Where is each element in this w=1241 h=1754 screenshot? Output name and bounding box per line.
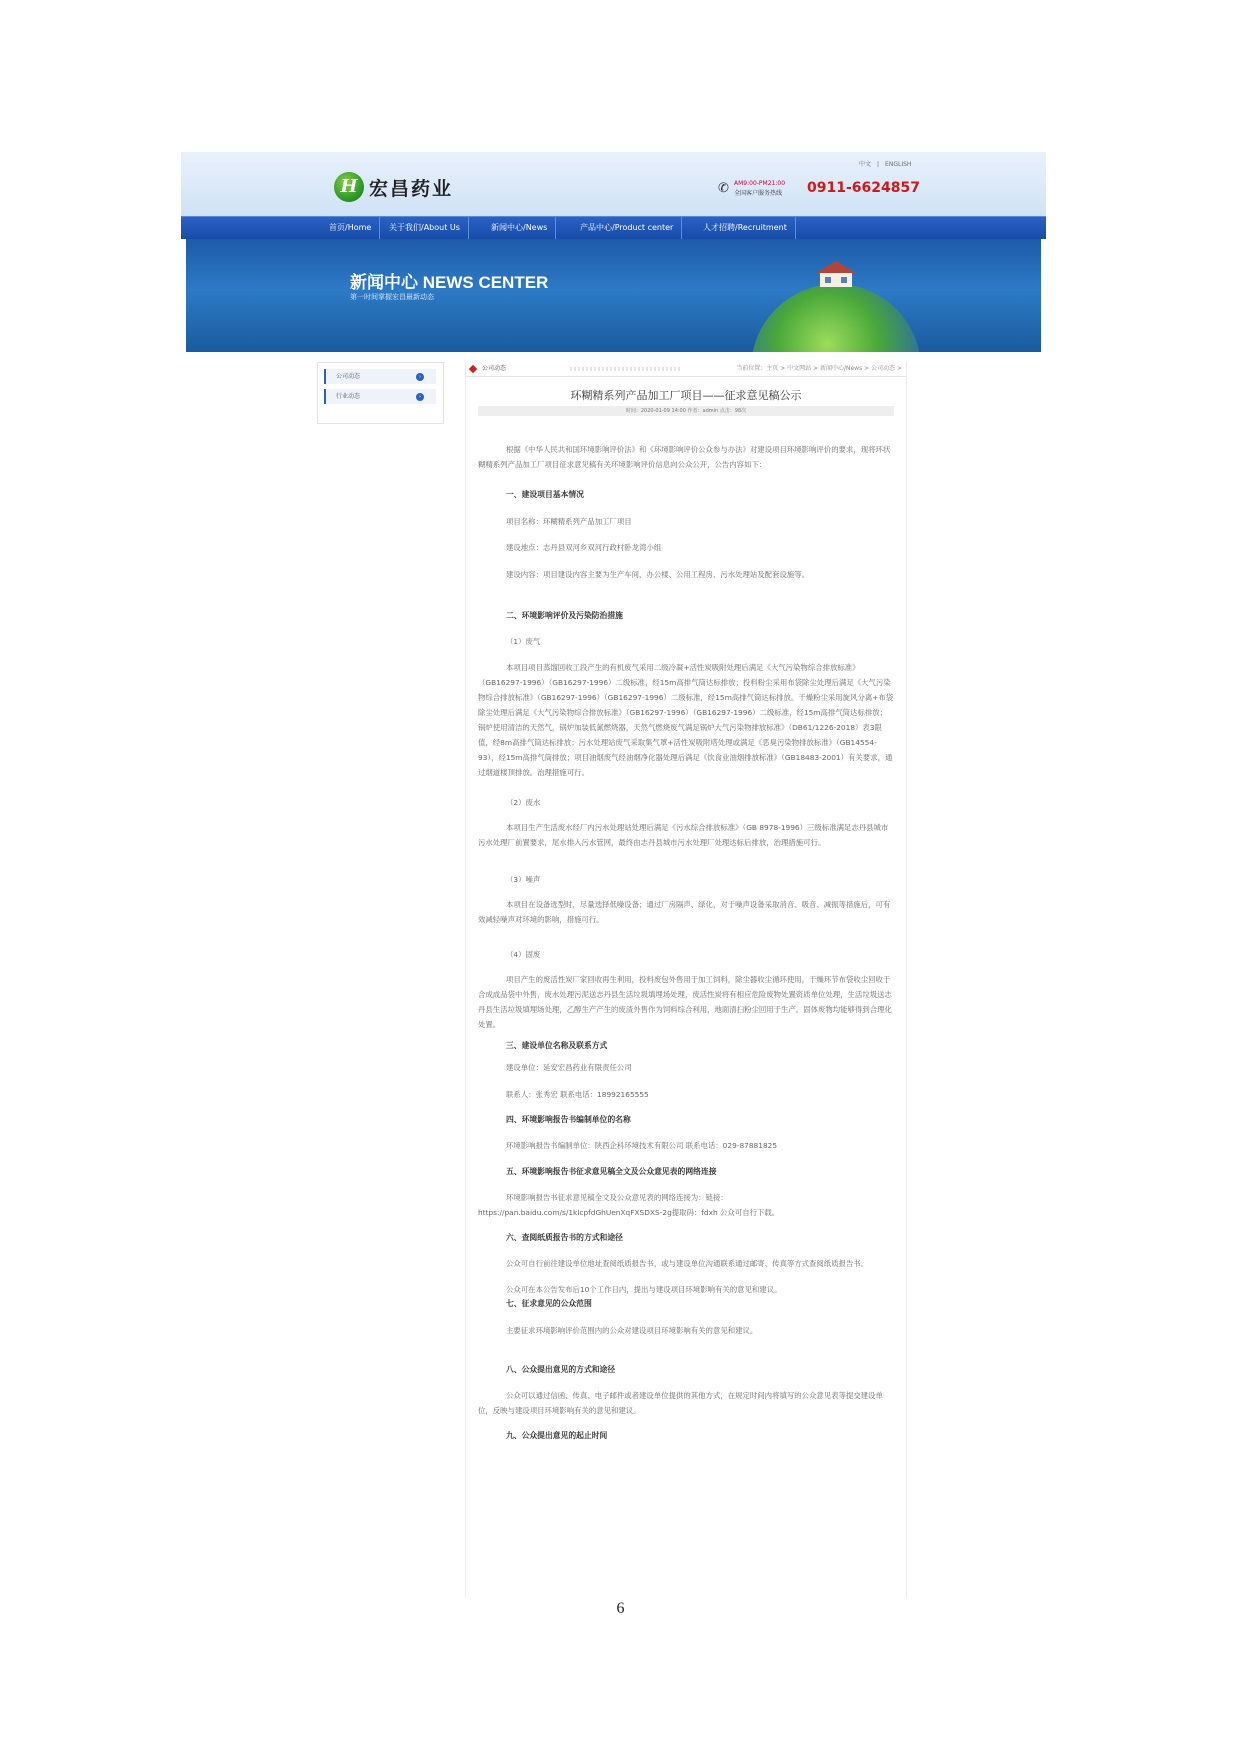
- article-paragraph: 项目产生的废活性炭厂家回收再生利用，投料废包外售用于加工饲料，除尘器收尘循环使用，干燥环节布袋收尘回收于合成成品袋中外售，废水处理污泥送志丹县生活垃圾填埋场处理，废活性炭将有相应危险废物处置资质单位处理，生活垃圾送志丹县生活垃圾填埋场处理，乙醇生产产生的废渣外售作为饲料综合利用，地面清扫粉尘回用于生产。固体废物均能够得到合理化处置。: [478, 975, 892, 1029]
- lang-separator: |: [877, 161, 880, 168]
- site-header: [181, 152, 1046, 216]
- page-number: 6: [616, 1600, 625, 1617]
- section-heading: 九、公众提出意见的起止时间: [506, 1431, 608, 1440]
- article-panel: [465, 362, 907, 1597]
- nav-products[interactable]: 产品中心/Product center: [572, 217, 682, 239]
- sidebar: [317, 362, 444, 424]
- article-paragraph: 根据《中华人民共和国环境影响评价法》和《环境影响评价公众参与办法》对建设项目环境影响评价的要求，现将环状糊精系列产品加工厂项目征求意见稿有关环境影响评价信息向公众公开，公告内容如下：: [478, 445, 891, 469]
- chevron-right-icon: ›: [416, 373, 424, 381]
- webpage-screenshot: [181, 152, 1046, 1597]
- article-paragraph: 环境影响报告书征求意见稿全文及公众意见表的网络连接为：链接：https://pan.baidu.com/s/1klcpfdGhUenXqFXSDXS-2g提取码：fdxh 公众可自行下载。: [478, 1193, 780, 1217]
- sidebar-item-label: 行业动态: [336, 393, 361, 400]
- diamond-icon: [469, 365, 477, 373]
- section-heading: 七、征求意见的公众范围: [506, 1299, 592, 1308]
- article-paragraph: （1）废气: [506, 637, 541, 646]
- service-hours: AM9:00-PM21:00: [734, 180, 786, 187]
- hotline-number: 0911-6624857: [807, 180, 920, 196]
- sidebar-item-company-news[interactable]: [324, 369, 436, 384]
- hotline-label: 全国客户服务热线: [734, 190, 783, 197]
- article-paragraph: 本项目在设备选型时，尽量选择低噪设备；通过厂房隔声、绿化，对于噪声设备采取消音、吸音、减振等措施后，可有效减轻噪声对环境的影响，措施可行。: [478, 900, 891, 924]
- article-meta: 时间：2020-01-09 14:00 作者：admin 点击：98次: [478, 406, 894, 416]
- globe-image: [751, 284, 921, 352]
- nav-recruitment[interactable]: 人才招聘/Recruitment: [695, 217, 796, 239]
- article-paragraph: 建设单位：延安宏昌药业有限责任公司: [506, 1063, 632, 1072]
- language-switch: [856, 159, 914, 168]
- article-paragraph: 项目名称：环糊精系列产品加工厂项目: [506, 517, 632, 526]
- breadcrumb-path[interactable]: 当前位置：主页 > 中文网站 > 新闻中心/News > 公司动态 >: [736, 365, 902, 372]
- breadcrumb-section: 公司动态: [482, 365, 507, 372]
- logo-icon[interactable]: H: [334, 172, 364, 202]
- banner-title: 新闻中心 NEWS CENTER: [350, 273, 549, 292]
- section-heading: 二、环境影响评价及污染防治措施: [506, 611, 623, 620]
- logo-text[interactable]: 宏昌药业: [369, 178, 454, 200]
- main-nav: [181, 216, 1046, 239]
- phone-icon: ✆: [718, 181, 729, 196]
- article-paragraph: 建设内容：项目建设内容主要为生产车间、办公楼、公用工程房、污水处理站及配套设施等。: [506, 570, 810, 579]
- section-heading: 一、建设项目基本情况: [506, 490, 584, 499]
- banner-subtitle: 第一时间掌握宏昌最新动态: [350, 293, 434, 301]
- article-paragraph: （4）固废: [506, 950, 541, 959]
- chevron-right-icon: ›: [416, 393, 424, 401]
- article-paragraph: （2）废水: [506, 798, 541, 807]
- article-paragraph: 环境影响报告书编制单位：陕西企科环境技术有限公司 联系电话：029-87881825: [506, 1141, 778, 1150]
- section-heading: 四、环境影响报告书编制单位的名称: [506, 1115, 631, 1124]
- article-paragraph: 联系人：张秀宏 联系电话：18992165555: [506, 1090, 649, 1099]
- article-paragraph: 主要征求环境影响评价范围内的公众对建设项目环境影响有关的意见和建议。: [506, 1326, 758, 1335]
- nav-home[interactable]: 首页/Home: [321, 217, 380, 239]
- nav-news[interactable]: 新闻中心/News: [483, 217, 556, 239]
- article-paragraph: 本项目生产生活废水经厂内污水处理站处理后满足《污水综合排放标准》（GB 8978-1996）三级标准满足志丹县城市污水处理厂前置要求，尾水排入污水管网，最终由志丹县城市污水处理厂处理达标后排放，治理措施可行。: [478, 823, 889, 847]
- article-paragraph: 建设地点：志丹县双河乡双河行政村卧龙湾小组: [506, 543, 662, 552]
- section-heading: 五、环境影响报告书征求意见稿全文及公众意见表的网络连接: [506, 1167, 717, 1176]
- section-heading: 六、查阅纸质报告书的方式和途径: [506, 1233, 623, 1242]
- article-title: 环糊精系列产品加工厂项目——征求意见稿公示: [570, 389, 802, 402]
- breadcrumb: [466, 362, 906, 377]
- lang-cn-link[interactable]: 中文: [859, 161, 872, 168]
- news-banner: [186, 239, 1041, 352]
- house-image: [811, 259, 861, 289]
- section-heading: 八、公众提出意见的方式和途径: [506, 1365, 616, 1374]
- lang-en-link[interactable]: ENGLISH: [885, 161, 912, 168]
- sidebar-item-industry-news[interactable]: [324, 389, 436, 404]
- article-paragraph: 本项目项目蒸馏回收工段产生的有机废气采用二级冷凝+活性炭吸附处理后满足《大气污染物综合排放标准》（GB16297-1996）（GB16297-1996）二级标准，经15m高排气筒达标排放；投料粉尘采用布袋除尘处理后满足《大气污染物综合排放标准》（GB16297-1996）（GB16297-1996）二级标准，经15m高排气筒达标排放。干燥粉尘采用旋风分离+布袋除尘处理后满足《大气污染物综合排放标准》（GB16297-1996）（GB16297-1996）二级标准，经15m高排气筒达标排放；锅炉使用清洁的天然气，锅炉加装低氮燃烧器，天然气燃烧废气满足锅炉大气污染物排放标准》（DB61/1226-2018）表3限值，经8m高排气筒达标排放；污水处理站废气采取集气罩+活性炭吸附塔处理或满足《恶臭污染物排放标准》（GB14554-93），经15m高排气筒排放；项目油烟废气经油烟净化器处理后满足《饮食业油烟排放标准》（GB18483-2001）有关要求，通过烟道楼顶排放。治理措施可行。: [478, 663, 894, 777]
- article-paragraph: 公众可以通过信函、传真、电子邮件或者建设单位提供的其他方式，在规定时间内将填写的公众意见表等提交建设单位，反映与建设项目环境影响有关的意见和建议。: [478, 1391, 883, 1415]
- sidebar-item-label: 公司动态: [336, 373, 361, 380]
- article-paragraph: （3）噪声: [506, 875, 541, 884]
- section-heading: 三、建设单位名称及联系方式: [506, 1041, 608, 1050]
- breadcrumb-divider: [570, 367, 680, 371]
- article-paragraph: 公众可在本公告发布后10个工作日内，提出与建设项目环境影响有关的意见和建议。: [506, 1285, 782, 1294]
- nav-about[interactable]: 关于我们/About Us: [381, 217, 469, 239]
- article-paragraph: 公众可自行前往建设单位地址查阅纸质报告书，或与建设单位沟通联系通过邮寄、传真等方式查阅纸质报告书。: [506, 1259, 869, 1268]
